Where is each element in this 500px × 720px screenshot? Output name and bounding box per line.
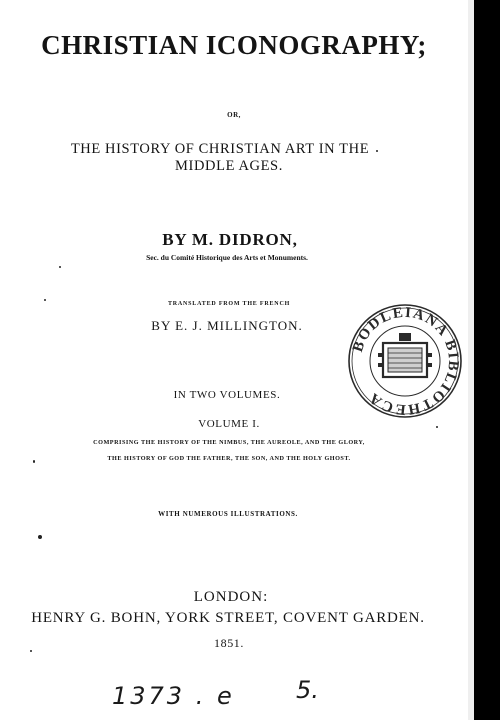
ink-speck (33, 460, 35, 463)
or-connector: OR, (227, 111, 241, 119)
ink-speck (376, 150, 378, 152)
subtitle-line-2: MIDDLE AGES. (175, 158, 283, 174)
stamp-book-emblem (378, 333, 432, 377)
scan-border (474, 0, 500, 720)
ink-speck (59, 266, 61, 268)
ink-speck (38, 535, 42, 539)
library-stamp-icon (347, 303, 463, 419)
handwritten-number: 5. (296, 676, 319, 704)
stamp-text: BODLEIANA BIBLIOTHECA (350, 304, 462, 418)
author-affiliation: Sec. du Comité Historique des Arts et Monuments. (146, 253, 308, 262)
book-title: CHRISTIAN ICONOGRAPHY; (41, 30, 427, 60)
illustrations-note: WITH NUMEROUS ILLUSTRATIONS. (158, 510, 298, 518)
imprint-year: 1851. (214, 636, 244, 650)
handwritten-shelfmark: 1373 . e (112, 682, 235, 710)
translated-note: TRANSLATED FROM THE FRENCH (167, 301, 291, 307)
imprint-publisher: HENRY G. BOHN, YORK STREET, COVENT GARDEN. (31, 610, 425, 626)
translator: BY E. J. MILLINGTON. (151, 318, 303, 333)
contents-line-2: THE HISTORY OF GOD THE FATHER, THE SON, AND THE HOLY GHOST. (107, 455, 351, 462)
imprint-city: LONDON: (193, 589, 269, 605)
contents-line-1: COMPRISING THE HISTORY OF THE NIMBUS, THE AUREOLE, AND THE GLORY, (93, 439, 365, 446)
volume-number: VOLUME I. (198, 418, 260, 430)
author: BY M. DIDRON, (162, 230, 298, 249)
ink-speck (44, 299, 46, 301)
ink-speck (436, 426, 438, 428)
volumes-note: IN TWO VOLUMES. (173, 389, 281, 401)
ink-speck (30, 650, 32, 652)
subtitle-line-1: THE HISTORY OF CHRISTIAN ART IN THE (70, 141, 370, 157)
